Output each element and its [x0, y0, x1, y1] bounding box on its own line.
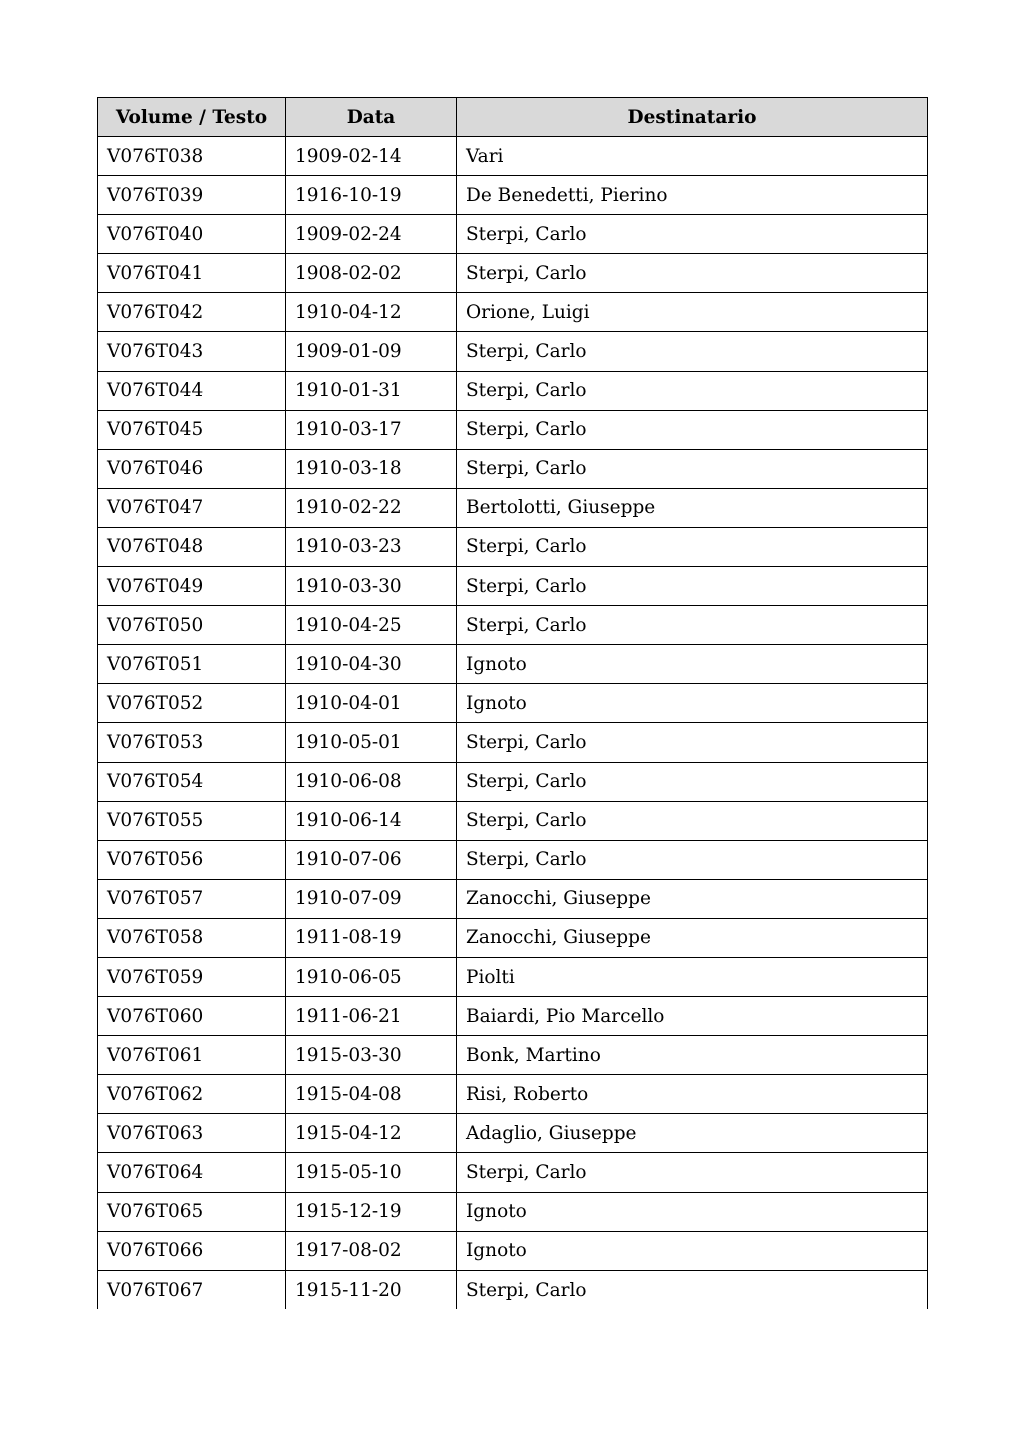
cell-volume-testo: V076T038 — [98, 137, 286, 176]
table-row — [98, 215, 928, 254]
cell-volume-testo: V076T048 — [98, 527, 286, 566]
cell-volume-testo: V076T049 — [98, 567, 286, 606]
cell-volume-testo: V076T067 — [98, 1270, 286, 1309]
cell-data: 1910-03-30 — [286, 567, 457, 606]
cell-data: 1910-01-31 — [286, 371, 457, 410]
table-row — [98, 1270, 928, 1309]
cell-destinatario: Adaglio, Giuseppe — [457, 1114, 928, 1153]
cell-destinatario: Sterpi, Carlo — [457, 606, 928, 645]
table-row — [98, 371, 928, 410]
cell-destinatario: De Benedetti, Pierino — [457, 176, 928, 215]
cell-destinatario: Sterpi, Carlo — [457, 762, 928, 801]
cell-volume-testo: V076T046 — [98, 449, 286, 488]
cell-data: 1910-07-09 — [286, 879, 457, 918]
cell-volume-testo: V076T058 — [98, 918, 286, 957]
cell-destinatario: Ignoto — [457, 684, 928, 723]
cell-data: 1915-04-08 — [286, 1075, 457, 1114]
cell-volume-testo: V076T045 — [98, 410, 286, 449]
header-data: Data — [286, 98, 457, 137]
cell-destinatario: Sterpi, Carlo — [457, 1153, 928, 1192]
cell-volume-testo: V076T056 — [98, 840, 286, 879]
cell-destinatario: Sterpi, Carlo — [457, 215, 928, 254]
table-row — [98, 1153, 928, 1192]
cell-destinatario: Ignoto — [457, 645, 928, 684]
cell-volume-testo: V076T055 — [98, 801, 286, 840]
cell-volume-testo: V076T050 — [98, 606, 286, 645]
table-row — [98, 1036, 928, 1075]
cell-data: 1915-03-30 — [286, 1036, 457, 1075]
cell-destinatario: Sterpi, Carlo — [457, 801, 928, 840]
cell-destinatario: Sterpi, Carlo — [457, 410, 928, 449]
cell-data: 1916-10-19 — [286, 176, 457, 215]
header-row — [98, 98, 928, 137]
cell-volume-testo: V076T061 — [98, 1036, 286, 1075]
table-body — [98, 137, 928, 1310]
cell-volume-testo: V076T047 — [98, 488, 286, 527]
header-destinatario: Destinatario — [457, 98, 928, 137]
cell-data: 1911-08-19 — [286, 918, 457, 957]
cell-volume-testo: V076T065 — [98, 1192, 286, 1231]
cell-volume-testo: V076T066 — [98, 1231, 286, 1270]
cell-data: 1910-02-22 — [286, 488, 457, 527]
cell-volume-testo: V076T063 — [98, 1114, 286, 1153]
cell-volume-testo: V076T062 — [98, 1075, 286, 1114]
table-row — [98, 410, 928, 449]
cell-volume-testo: V076T042 — [98, 293, 286, 332]
cell-data: 1917-08-02 — [286, 1231, 457, 1270]
cell-volume-testo: V076T040 — [98, 215, 286, 254]
cell-destinatario: Sterpi, Carlo — [457, 1270, 928, 1309]
table-row — [98, 684, 928, 723]
cell-destinatario: Sterpi, Carlo — [457, 332, 928, 371]
cell-volume-testo: V076T059 — [98, 957, 286, 996]
cell-volume-testo: V076T052 — [98, 684, 286, 723]
cell-volume-testo: V076T044 — [98, 371, 286, 410]
cell-destinatario: Ignoto — [457, 1192, 928, 1231]
cell-data: 1910-03-23 — [286, 527, 457, 566]
header-volume-testo: Volume / Testo — [98, 98, 286, 137]
table-row — [98, 801, 928, 840]
table-row — [98, 762, 928, 801]
table-row — [98, 293, 928, 332]
table-row — [98, 840, 928, 879]
table-row — [98, 997, 928, 1036]
cell-destinatario: Bonk, Martino — [457, 1036, 928, 1075]
cell-destinatario: Sterpi, Carlo — [457, 371, 928, 410]
cell-volume-testo: V076T041 — [98, 254, 286, 293]
cell-data: 1910-06-05 — [286, 957, 457, 996]
cell-destinatario: Sterpi, Carlo — [457, 840, 928, 879]
cell-destinatario: Sterpi, Carlo — [457, 254, 928, 293]
cell-data: 1909-01-09 — [286, 332, 457, 371]
cell-data: 1915-12-19 — [286, 1192, 457, 1231]
table-row — [98, 488, 928, 527]
cell-data: 1910-06-14 — [286, 801, 457, 840]
cell-volume-testo: V076T064 — [98, 1153, 286, 1192]
cell-volume-testo: V076T057 — [98, 879, 286, 918]
cell-data: 1910-03-18 — [286, 449, 457, 488]
table-row — [98, 1192, 928, 1231]
cell-data: 1915-04-12 — [286, 1114, 457, 1153]
cell-destinatario: Piolti — [457, 957, 928, 996]
cell-data: 1909-02-24 — [286, 215, 457, 254]
cell-volume-testo: V076T060 — [98, 997, 286, 1036]
cell-volume-testo: V076T051 — [98, 645, 286, 684]
records-table — [97, 97, 928, 1309]
table-row — [98, 918, 928, 957]
table-row — [98, 1075, 928, 1114]
table-header — [98, 98, 928, 137]
cell-data: 1910-04-25 — [286, 606, 457, 645]
table-row — [98, 1114, 928, 1153]
table-row — [98, 723, 928, 762]
table-row — [98, 606, 928, 645]
cell-data: 1910-04-01 — [286, 684, 457, 723]
cell-data: 1910-04-12 — [286, 293, 457, 332]
table-row — [98, 957, 928, 996]
cell-destinatario: Ignoto — [457, 1231, 928, 1270]
cell-data: 1910-05-01 — [286, 723, 457, 762]
cell-data: 1915-05-10 — [286, 1153, 457, 1192]
cell-volume-testo: V076T043 — [98, 332, 286, 371]
cell-destinatario: Orione, Luigi — [457, 293, 928, 332]
cell-data: 1915-11-20 — [286, 1270, 457, 1309]
table-row — [98, 1231, 928, 1270]
cell-destinatario: Risi, Roberto — [457, 1075, 928, 1114]
cell-data: 1910-03-17 — [286, 410, 457, 449]
cell-destinatario: Baiardi, Pio Marcello — [457, 997, 928, 1036]
cell-destinatario: Vari — [457, 137, 928, 176]
cell-volume-testo: V076T039 — [98, 176, 286, 215]
cell-data: 1908-02-02 — [286, 254, 457, 293]
table-row — [98, 332, 928, 371]
cell-destinatario: Zanocchi, Giuseppe — [457, 918, 928, 957]
table-row — [98, 527, 928, 566]
cell-volume-testo: V076T054 — [98, 762, 286, 801]
cell-volume-testo: V076T053 — [98, 723, 286, 762]
table-row — [98, 137, 928, 176]
cell-data: 1909-02-14 — [286, 137, 457, 176]
cell-destinatario: Sterpi, Carlo — [457, 567, 928, 606]
table-row — [98, 254, 928, 293]
cell-data: 1910-06-08 — [286, 762, 457, 801]
cell-destinatario: Bertolotti, Giuseppe — [457, 488, 928, 527]
table-row — [98, 449, 928, 488]
cell-destinatario: Sterpi, Carlo — [457, 449, 928, 488]
table-row — [98, 567, 928, 606]
cell-data: 1910-07-06 — [286, 840, 457, 879]
cell-data: 1911-06-21 — [286, 997, 457, 1036]
table-row — [98, 879, 928, 918]
cell-data: 1910-04-30 — [286, 645, 457, 684]
cell-destinatario: Sterpi, Carlo — [457, 723, 928, 762]
table-row — [98, 645, 928, 684]
cell-destinatario: Sterpi, Carlo — [457, 527, 928, 566]
table-row — [98, 176, 928, 215]
cell-destinatario: Zanocchi, Giuseppe — [457, 879, 928, 918]
